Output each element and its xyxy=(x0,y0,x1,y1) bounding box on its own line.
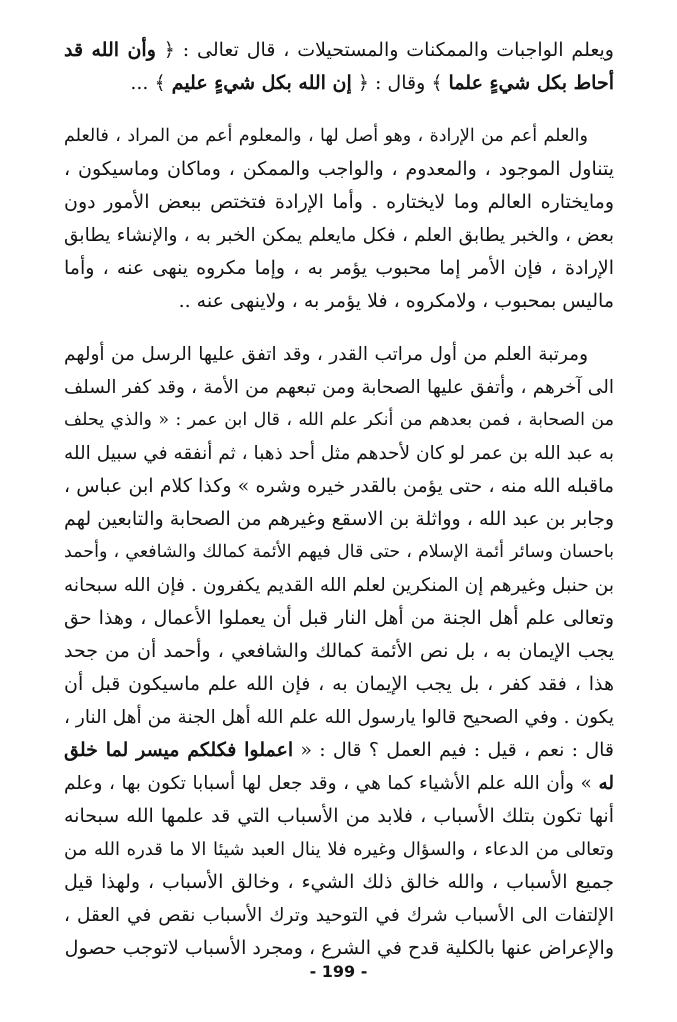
text-segment: بعض ، والخبر يطابق العلم ، فكل مايعلم يمكن الخبر به ، والإنشاء يطابق xyxy=(64,225,614,246)
text-segment: والإعراض عنها بالكلية قدح في الشرع ، ومجرد الأسباب لاتوجب حصول xyxy=(64,937,614,959)
text-segment: يتناول الموجود ، والمعدوم ، والواجب والممكن ، وماكان وماسيكون ، xyxy=(64,158,614,180)
paragraph-gap xyxy=(64,318,614,338)
page-body xyxy=(64,34,614,965)
quoted-text: اعملوا فكلكم ميسر لما خلق xyxy=(64,739,294,761)
paragraph xyxy=(64,120,614,318)
text-line xyxy=(64,67,614,100)
text-segment: قال : نعم ، قيل : فيم العمل ؟ قال : « xyxy=(293,739,614,761)
text-segment: الإلتفات الى الأسباب شرك في التوحيد وترك الأسباب نقص في العقل ، xyxy=(64,905,614,926)
text-segment: بن حنبل وغيرهم إن المنكرين لعلم الله القديم يكفرون . فإن الله سبحانه xyxy=(64,575,614,596)
quoted-text: وأن الله قد xyxy=(64,39,156,61)
quoted-text: أحاط بكل شيءٍ علما xyxy=(448,72,614,94)
text-line xyxy=(64,153,614,186)
quoted-text: له xyxy=(598,773,614,794)
paragraph xyxy=(64,338,614,965)
text-segment: وجابر بن عبد الله ، وواثلة بن الاسقع وغيرهم من الصحابة والتابعين لهم xyxy=(64,508,614,530)
text-segment: ماقبله الله منه ، حتى يؤمن بالقدر خيره وشره » وكذا كلام ابن عباس ، xyxy=(64,475,614,497)
text-line xyxy=(64,734,614,767)
text-line xyxy=(64,503,614,536)
text-line xyxy=(64,338,614,371)
text-line xyxy=(64,470,614,503)
quoted-text: إن الله بكل شيءٍ عليم xyxy=(171,72,352,94)
text-line xyxy=(64,252,614,285)
text-line xyxy=(64,437,614,470)
text-line xyxy=(64,285,614,318)
paragraph-gap xyxy=(64,100,614,120)
text-segment: ﴾ ... xyxy=(130,72,172,94)
text-segment: باحسان وسائر أئمة الإسلام ، حتى قال فيهم الأئمة كمالك والشافعي ، وأحمد xyxy=(64,542,614,562)
text-line xyxy=(64,866,614,899)
text-line xyxy=(64,899,614,932)
text-line xyxy=(64,569,614,602)
text-segment: ويعلم الواجبات والممكنات والمستحيلات ، قال تعالى : ﴿ xyxy=(155,39,614,61)
text-line xyxy=(64,701,614,734)
text-segment: والعلم أعم من الإرادة ، وهو أصل لها ، والمعلوم أعم من المراد ، فالعلم xyxy=(64,126,588,146)
text-segment: جميع الأسباب ، والله خالق ذلك الشيء ، وخالق الأسباب ، ولهذا قيل xyxy=(64,871,614,893)
page-number: - 199 - xyxy=(309,962,368,981)
text-segment: هذا ، فقد كفر ، بل يجب الإيمان به ، فإن الله علم ماسيكون قبل أن xyxy=(64,673,614,695)
text-line xyxy=(64,833,614,866)
text-line xyxy=(64,767,614,800)
text-line xyxy=(64,932,614,965)
text-segment: من الصحابة ، فمن بعدهم من أنكر علم الله ، قال ابن عمر : « والذي يحلف xyxy=(64,410,614,430)
text-line xyxy=(64,404,614,437)
text-segment: ومرتبة العلم من أول مراتب القدر ، وقد اتفق عليها الرسل من أولهم xyxy=(64,344,588,365)
text-line xyxy=(64,668,614,701)
text-line xyxy=(64,602,614,635)
text-segment: ومايختاره العالم وما لايختاره . وأما الإرادة فتختص ببعض الأمور دون xyxy=(64,191,614,213)
text-segment: الى آخرهم ، وأتفق عليها الصحابة ومن تبعهم من الأمة ، وقد كفر السلف xyxy=(64,377,614,398)
text-segment: يكون . وفي الصحيح قالوا يارسول الله علم الله أهل الجنة من أهل النار ، xyxy=(64,707,614,728)
text-line xyxy=(64,371,614,404)
text-line xyxy=(64,536,614,569)
text-segment: وتعالى علم أهل الجنة من أهل النار قبل أن يعملوا الأعمال ، وهذا حق xyxy=(64,607,614,629)
paragraph xyxy=(64,34,614,100)
text-line xyxy=(64,120,614,153)
text-line xyxy=(64,219,614,252)
text-segment: يجب الإيمان به ، بل نص الأئمة كمالك والشافعي ، وأحمد أن من جحد xyxy=(64,640,614,662)
text-line xyxy=(64,34,614,67)
text-segment: وتعالى من الدعاء ، والسؤال وغيره فلا ينال العبد شيئا الا ما قدره الله من xyxy=(64,839,614,860)
text-segment: الإرادة ، فإن الأمر إما محبوب يؤمر به ، وإما مكروه ينهى عنه ، وأما xyxy=(64,257,614,279)
text-segment: أنها تكون بتلك الأسباب ، فلابد من الأسباب التي قد علمها الله سبحانه xyxy=(64,805,614,827)
text-segment: ﴾ وقال : ﴿ xyxy=(351,72,449,94)
text-segment: ماليس بمحبوب ، ولامكروه ، فلا يؤمر به ، ولاينهى عنه .. xyxy=(178,290,614,312)
text-segment: به عبد الله بن عمر لو كان لأحدهم مثل أحد ذهبا ، ثم أنفقه في سبيل الله xyxy=(64,443,614,464)
text-line xyxy=(64,635,614,668)
text-line xyxy=(64,186,614,219)
text-segment: » وأن الله علم الأشياء كما هي ، وقد جعل لها أسبابا تكون بها ، وعلم xyxy=(64,773,599,794)
text-line xyxy=(64,800,614,833)
